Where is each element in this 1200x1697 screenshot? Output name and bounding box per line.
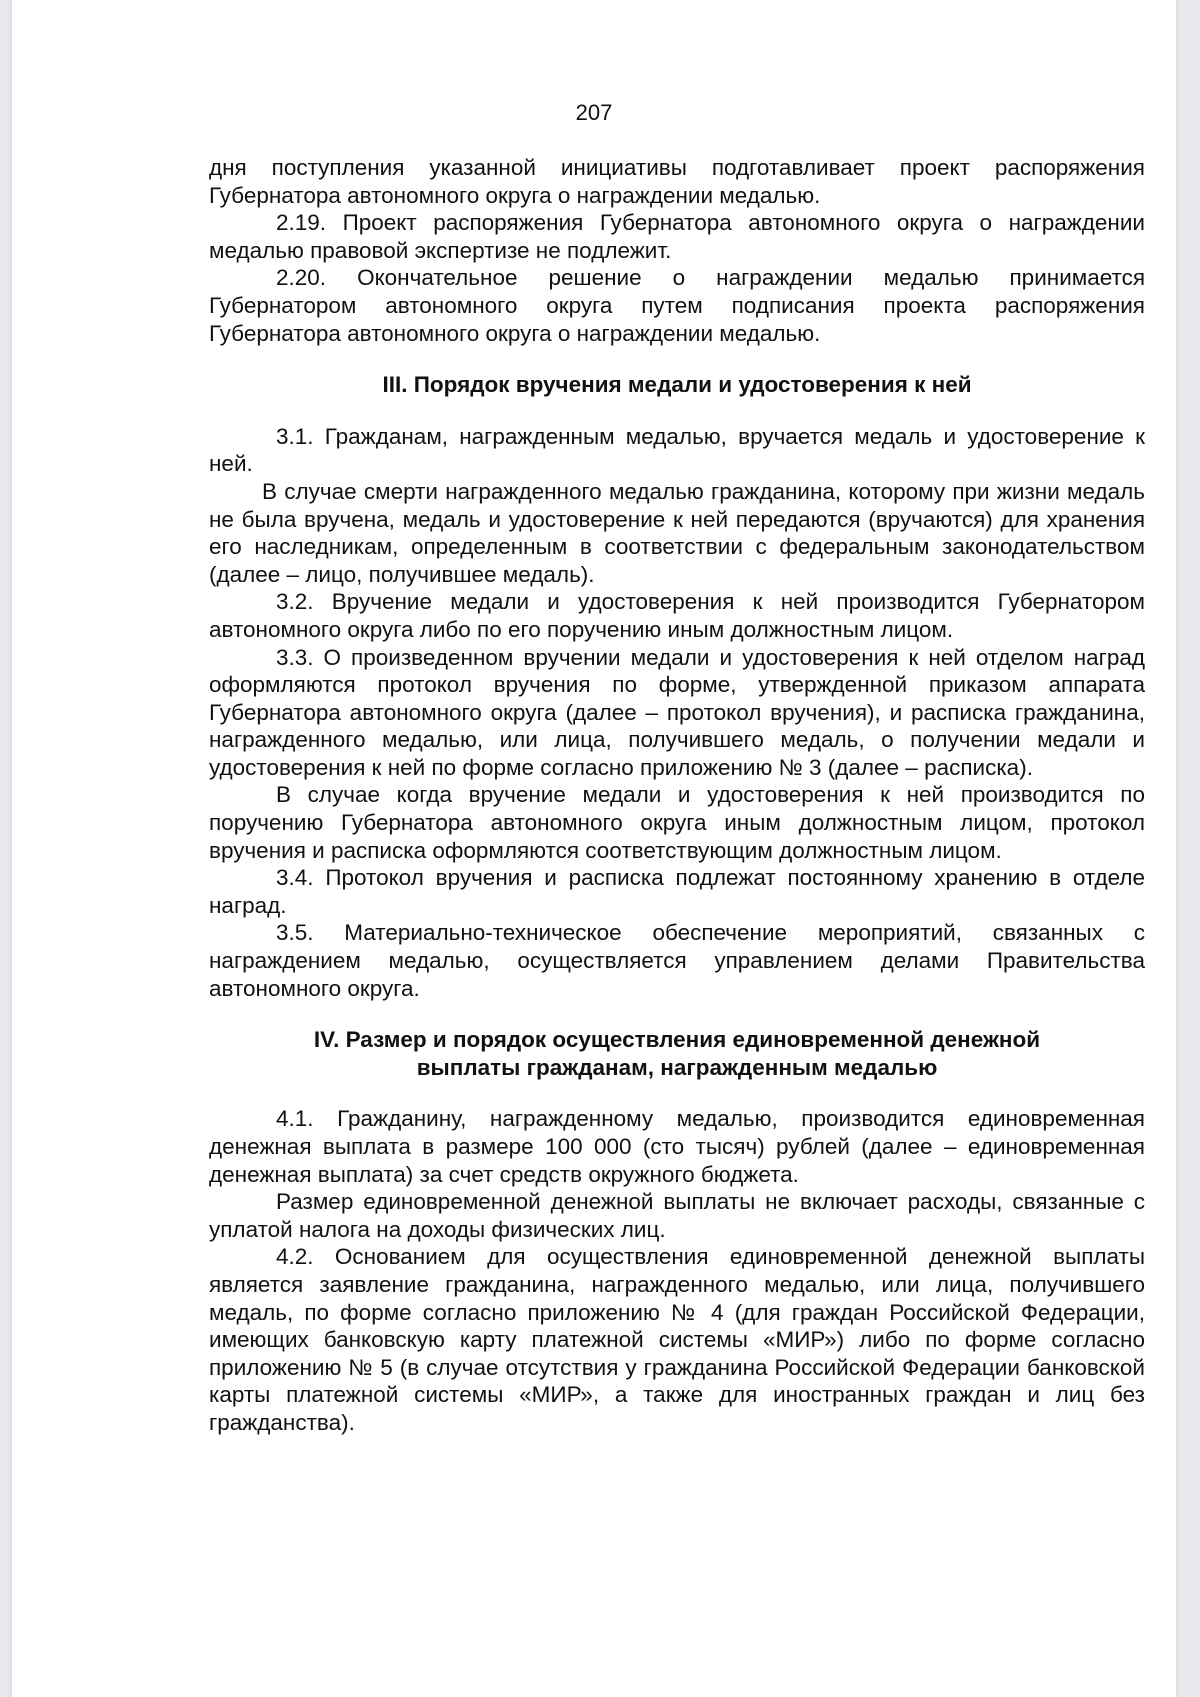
paragraph-4-1: 4.1. Гражданину, награжденному медалью, производится единовременная денежная выплата в размере 100 000 (сто тысяч) рублей (далее – единовременная денежная выплата) за счет средств окружного бюджета.: [209, 1106, 1145, 1187]
document-page: [12, 0, 1176, 1697]
paragraph-2-19: 2.19. Проект распоряжения Губернатора автономного округа о награждении медалью правовой экспертизе не подлежит.: [209, 210, 1145, 263]
paragraph-3-3-cont: В случае когда вручение медали и удостоверения к ней производится по поручению Губернатора автономного округа иным должностным лицом, протокол вручения и расписка оформляются соответствующим должностным лицом.: [209, 782, 1145, 863]
paragraph-3-3: 3.3. О произведенном вручении медали и удостоверения к ней отделом наград оформляются протокол вручения по форме, утвержденной приказом аппарата Губернатора автономного округа (далее – протокол вручения), и расписка гражданина, награжденного медалью, или лица, получившего медаль, о получении медали и удостоверения к ней по форме согласно приложению № 3 (далее – расписка).: [209, 644, 1145, 780]
paragraph-3-4: 3.4. Протокол вручения и расписка подлежат постоянному хранению в отделе наград.: [209, 865, 1145, 918]
section-heading-iv-line1: IV. Размер и порядок осуществления единовременной денежной: [313, 1027, 1041, 1053]
paragraph-4-1-cont: Размер единовременной денежной выплаты не включает расходы, связанные с уплатой налога на доходы физических лиц.: [209, 1189, 1145, 1242]
paragraph-3-1-cont: В случае смерти награжденного медалью гражданина, которому при жизни медаль не была вручена, медаль и удостоверение к ней передаются (вручаются) для хранения его наследникам, определенным в соответствии с федеральным законодательством (далее – лицо, получившее медаль).: [209, 478, 1145, 587]
paragraph-4-2: 4.2. Основанием для осуществления единовременной денежной выплаты является заявление гражданина, награжденного медалью, или лица, получившего медаль, по форме согласно приложению № 4 (для граждан Российской Федерации, имеющих банковскую карту платежной системы «МИР») либо по форме согласно приложению № 5 (в случае отсутствия у гражданина Российской Федерации банковской карты платежной системы «МИР», а также для иностранных граждан и лиц без гражданства).: [209, 1244, 1145, 1435]
paragraph-3-1: 3.1. Гражданам, награжденным медалью, вручается медаль и удостоверение к ней.: [209, 423, 1145, 477]
document-body: [209, 154, 1145, 1437]
paragraph-3-2: 3.2. Вручение медали и удостоверения к ней производится Губернатором автономного округа либо по его поручению иным должностным лицом.: [209, 589, 1145, 642]
paragraph-3-5: 3.5. Материально-техническое обеспечение мероприятий, связанных с награждением медалью, осуществляется управлением делами Правительства автономного округа.: [209, 920, 1145, 1001]
paragraph-2-20: 2.20. Окончательное решение о награждении медалью принимается Губернатором автономного округа путем подписания проекта распоряжения Губернатора автономного округа о награждении медалью.: [209, 265, 1145, 346]
section-heading-iv-line2: выплаты гражданам, награжденным медалью: [416, 1054, 938, 1080]
page-number: 207: [575, 100, 613, 125]
section-heading-iii: III. Порядок вручения медали и удостоверения к ней: [382, 372, 972, 398]
paragraph-continuation: дня поступления указанной инициативы подготавливает проект распоряжения Губернатора автономного округа о награждении медалью.: [209, 155, 1145, 208]
